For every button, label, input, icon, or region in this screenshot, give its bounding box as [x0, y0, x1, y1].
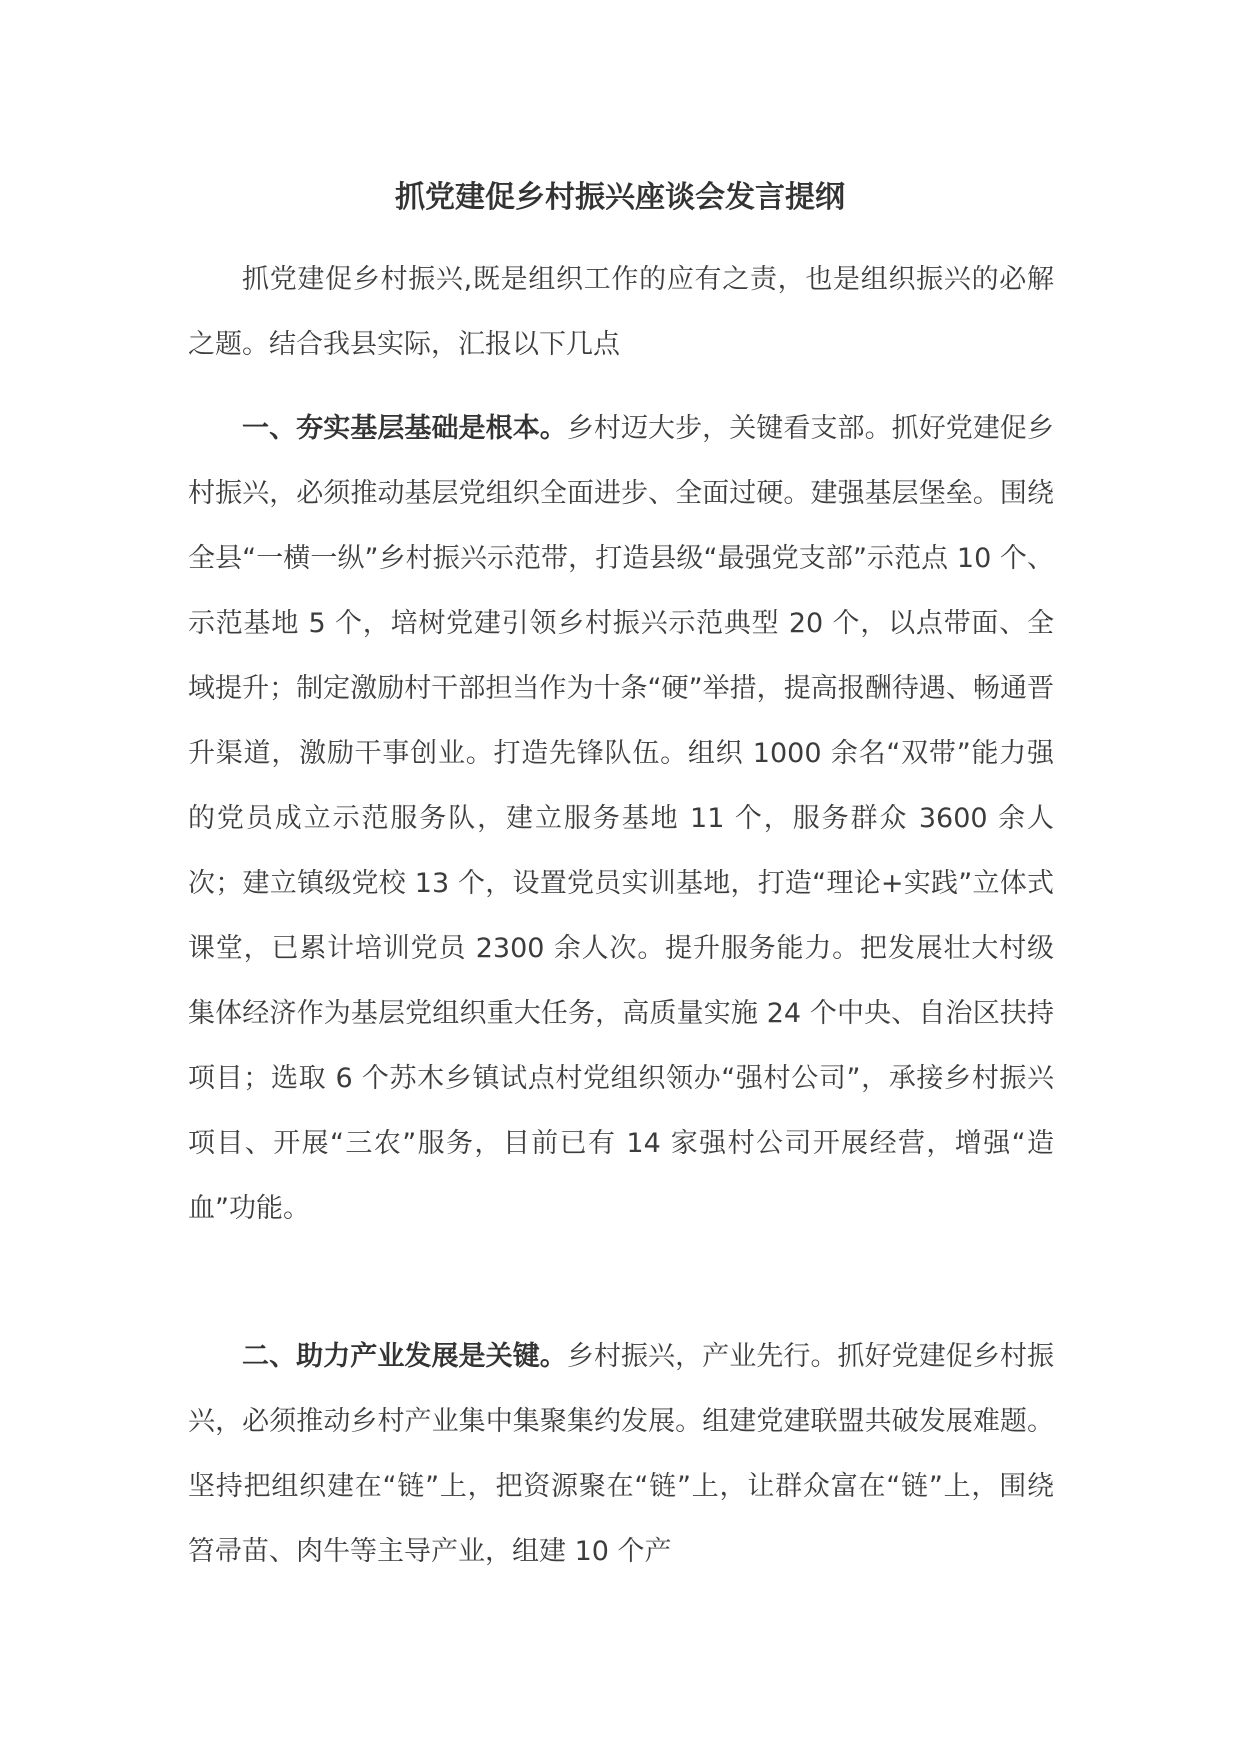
section-2-text: 乡村振兴，产业先行。抓好党建促乡村振兴，必须推动乡村产业集中集聚集约发展。组建党建联盟共破发展难题。坚持把组织建在“链”上，把资源聚在“链”上，让群众富在“链”上，围绕笤帚苗、肉牛等主导产业，组建 10 个产	[188, 1341, 1054, 1567]
section-1-text: 乡村迈大步，关键看支部。抓好党建促乡村振兴，必须推动基层党组织全面进步、全面过硬。建强基层堡垒。围绕全县“一横一纵”乡村振兴示范带，打造县级“最强党支部”示范点 10 个、示范基地 5 个，培树党建引领乡村振兴示范典型 20 个，以点带面、全域提升；制定激励村干部担当作为十条“硬”举措，提高报酬待遇、畅通晋升渠道，激励干事创业。打造先锋队伍。组织 1000 余名“双带”能力强的党员成立示范服务队，建立服务基地 11 个，服务群众 3600 余人次；建立镇级党校 13 个，设置党员实训基地，打造“理论+实践”立体式课堂，已累计培训党员 2300 余人次。提升服务能力。把发展壮大村级集体经济作为基层党组织重大任务，高质量实施 24 个中央、自治区扶持项目；选取 6 个苏木乡镇试点村党组织领办“强村公司”，承接乡村振兴项目、开展“三农”服务，目前已有 14 家强村公司开展经营，增强“造血”功能。	[188, 413, 1054, 1224]
section-1-paragraph	[188, 396, 1054, 1241]
section-2-heading: 二、助力产业发展是关键。	[242, 1341, 567, 1372]
document-title: 抓党建促乡村振兴座谈会发言提纲	[395, 180, 845, 215]
section-2-paragraph	[188, 1324, 1054, 1584]
section-1-heading: 一、夯实基层基础是根本。	[242, 413, 567, 444]
intro-paragraph: 抓党建促乡村振兴,既是组织工作的应有之责，也是组织振兴的必解之题。结合我县实际，汇报以下几点	[188, 264, 1054, 360]
